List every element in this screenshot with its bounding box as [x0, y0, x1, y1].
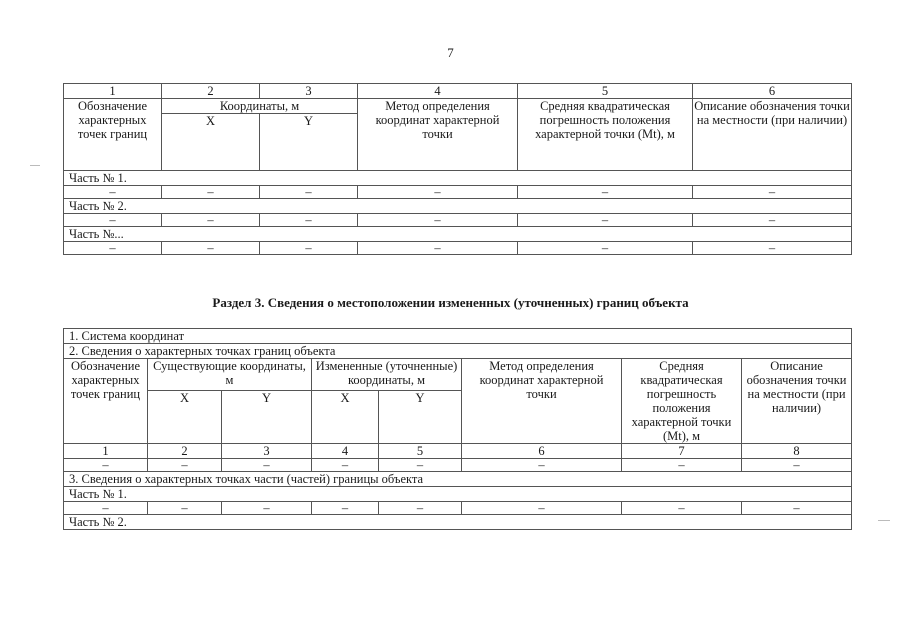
col-number: 2: [162, 84, 260, 99]
dash-cell: –: [64, 186, 162, 199]
col-number: 1: [64, 444, 148, 459]
col-number: 4: [358, 84, 518, 99]
dash-cell: –: [742, 502, 852, 515]
dash-cell: –: [162, 214, 260, 227]
parts-info-label: 3. Сведения о характерных точках части (частей) границы объекта: [64, 472, 852, 487]
header-designation: Обозначение характерных точек границ: [64, 99, 162, 171]
col-number: 7: [622, 444, 742, 459]
scan-mark: [878, 520, 890, 521]
column-numbers-row: [64, 84, 852, 99]
points-info-row: [64, 344, 852, 359]
dash-cell: –: [162, 242, 260, 255]
table-row: [64, 242, 852, 255]
dash-cell: –: [260, 214, 358, 227]
dash-cell: –: [162, 186, 260, 199]
header-y: Y: [222, 391, 312, 444]
header-y: Y: [260, 114, 358, 171]
header-x: X: [162, 114, 260, 171]
dash-cell: –: [462, 459, 622, 472]
dash-cell: –: [64, 242, 162, 255]
parts-info-row: [64, 472, 852, 487]
dash-cell: –: [148, 459, 222, 472]
part-row: [64, 171, 852, 186]
col-number: 6: [693, 84, 852, 99]
table-changed-boundaries: [63, 328, 852, 530]
part-label: Часть № 2.: [64, 515, 852, 530]
dash-cell: –: [693, 242, 852, 255]
page-number: 7: [447, 45, 454, 60]
part-label: Часть № 2.: [64, 199, 852, 214]
dash-cell: –: [379, 502, 462, 515]
table-row: [64, 214, 852, 227]
dash-cell: –: [693, 186, 852, 199]
dash-cell: –: [64, 459, 148, 472]
col-number: 4: [312, 444, 379, 459]
dash-cell: –: [358, 186, 518, 199]
header-description: Описание обозначения точки на местности (при наличии): [693, 99, 852, 171]
part-label: Часть № 1.: [64, 171, 852, 186]
part-label: Часть №...: [64, 227, 852, 242]
dash-cell: –: [379, 459, 462, 472]
table-row: [64, 502, 852, 515]
dash-cell: –: [358, 214, 518, 227]
header-error: Средняя квадратическая погрешность положения характерной точки (Mt), м: [518, 99, 693, 171]
dash-cell: –: [148, 502, 222, 515]
dash-cell: –: [260, 186, 358, 199]
part-row: [64, 515, 852, 530]
dash-cell: –: [518, 214, 693, 227]
dash-cell: –: [260, 242, 358, 255]
dash-cell: –: [518, 186, 693, 199]
dash-cell: –: [222, 459, 312, 472]
coordinate-system-label: 1. Система координат: [64, 329, 852, 344]
dash-cell: –: [462, 502, 622, 515]
dash-cell: –: [358, 242, 518, 255]
coordinate-system-row: [64, 329, 852, 344]
table-row: [64, 186, 852, 199]
col-number: 3: [222, 444, 312, 459]
dash-cell: –: [64, 502, 148, 515]
part-row: [64, 487, 852, 502]
dash-cell: –: [622, 502, 742, 515]
part-row: [64, 199, 852, 214]
header-description: Описание обозначения точки на местности (при наличии): [742, 359, 852, 444]
header-method: Метод определения координат характерной точки: [462, 359, 622, 444]
col-number: 5: [518, 84, 693, 99]
dash-cell: –: [693, 214, 852, 227]
table-row: [64, 459, 852, 472]
header-method: Метод определения координат характерной точки: [358, 99, 518, 171]
dash-cell: –: [742, 459, 852, 472]
header-designation: Обозначение характерных точек границ: [64, 359, 148, 444]
dash-cell: –: [518, 242, 693, 255]
dash-cell: –: [312, 459, 379, 472]
dash-cell: –: [622, 459, 742, 472]
dash-cell: –: [312, 502, 379, 515]
column-numbers-row: [64, 444, 852, 459]
header-existing-coordinates: Существующие координаты, м: [148, 359, 312, 391]
dash-cell: –: [222, 502, 312, 515]
part-row: [64, 227, 852, 242]
header-x: X: [148, 391, 222, 444]
col-number: 2: [148, 444, 222, 459]
header-y: Y: [379, 391, 462, 444]
col-number: 8: [742, 444, 852, 459]
dash-cell: –: [64, 214, 162, 227]
col-number: 3: [260, 84, 358, 99]
header-row: [64, 359, 852, 391]
section-title: Раздел 3. Сведения о местоположении измененных (уточненных) границ объекта: [212, 295, 689, 310]
header-error: Средняя квадратическая погрешность положения характерной точки (Mt), м: [622, 359, 742, 444]
col-number: 1: [64, 84, 162, 99]
table-part-points: [63, 83, 852, 255]
header-changed-coordinates: Измененные (уточненные) координаты, м: [312, 359, 462, 391]
points-info-label: 2. Сведения о характерных точках границ объекта: [64, 344, 852, 359]
scan-mark: [30, 165, 40, 166]
part-label: Часть № 1.: [64, 487, 852, 502]
header-row: [64, 99, 852, 114]
header-x: X: [312, 391, 379, 444]
header-coordinates: Координаты, м: [162, 99, 358, 114]
col-number: 5: [379, 444, 462, 459]
col-number: 6: [462, 444, 622, 459]
